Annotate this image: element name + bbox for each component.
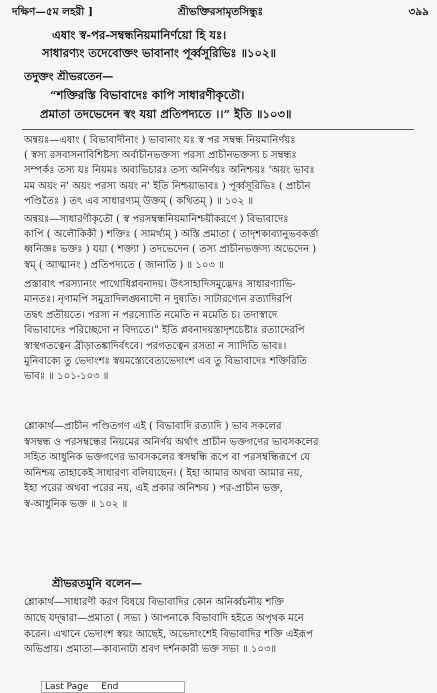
shlokartha-103-line: শ্লোকার্থ—সাধারণী করণ বিষয়ে বিভাবাদির কোন অনির্ব্বচনীয় শক্তি (24, 597, 284, 608)
shlokartha-102-line: সহিত আধুনিক ভক্তগণের ভাবসকলের স্বসম্বন্ধি রূপে বা পরসম্বন্ধিরূপে যে (24, 452, 310, 464)
anvaya-103-line: কাপি ( অলৌকিকী ) শক্তিঃ ( সামর্থ্যম্ ) অস্তি প্রমাতা ( তাদৃশকাব্যানুভবকর্ত্তা (24, 229, 319, 241)
anvaya-102-line: পণ্ডিতৈঃ ) তৎ এব সাধারণ্যম্ উক্তম্ ( কথিতম্ ) ॥ ১০২ ॥ (24, 195, 254, 207)
commentary-line: প্রস্তাবাৎ পরস্যান্যং পাথোধিপ্লবনাদয়। উৎসাহাদিসমুদ্ভেদঃ সাধারণ্যাভি- (24, 279, 296, 290)
commentary-line: বিভাবাদেঃ পরিচ্ছেদো ন বিদ্যতে।” ইতি প্লবনাদয়স্তাদৃশচেষ্টাঃ রত্যাদেরপি (24, 325, 305, 337)
anvaya-103-line: স্বম্ ( আত্মানং ) প্রতিপদ্যতে ( জানাতি ) ॥ ১০৩ ॥ (24, 259, 224, 271)
anvaya-102-line: অন্বয়ঃ—এষাং ( বিভাবাদীনাং ) ভাবানাং যঃ স্ব পর সম্বন্ধ নিয়মানির্ণয়ঃ (24, 135, 296, 146)
shlokartha-102-line: স্ব-আধুনিক ভক্ত ॥ ১০২ ॥ (24, 499, 128, 510)
shlokartha-103-line: আছে যদ্দ্বারা—প্রমাতা ( সভ্য ) আপনাকে বিভাবাদি হইতে অপৃথক মনে (24, 612, 304, 624)
shlokartha-103-line: অভিপ্রায়। প্রমাতা—কাব্যনাট্য শ্রবণ দর্শনকারী ভক্ত সভ্য ॥ ১০৩॥ (24, 644, 277, 656)
commentary-line: তদ্বৎ প্রতীয়তে। পরস্য ন পরস্যোতি নমেতি ন মমেতি চ। তদাস্বাদে (24, 309, 278, 321)
end-link[interactable]: End (101, 682, 119, 692)
anvaya-102-line: ( স্বস্য রসবাসনাবিশিষ্টস্য অর্বাচীনভক্তস্য পরস্য প্রাচীনভক্তস্য চ সম্বন্ধঃ (24, 150, 297, 162)
commentary-line: মানতঃ। নৃণামপি সমুদ্রাদিলঙ্ঘনাদৌ ন দুষ্যতি। সাটারণ্যেন রত্যাদিরপি (24, 294, 292, 306)
verse-103-line-2: প্রমাতা তদভেদেন স্বং যয়া প্রতিপদ্যতে ।।” ইতি ॥১০৩॥ (40, 107, 292, 121)
verse-102-line-2: সাধারণ্যং তদেবোক্তং ভাবানাং পূর্ব্বসূরিভিঃ ॥১০২॥ (42, 46, 276, 60)
shlokartha-102-line: শ্লোকার্থ—প্রাচীন পণ্ডিতগণ এই ( বিভাবাদি রত্যাদি ) ভাব সকলের (24, 421, 282, 432)
commentary-line: স্বাস্থগতত্বেন ব্রীড়াতঙ্কাদির্বৎবে। পরগতত্বেন রসতা ন স্যাদিতি ভাবঃ। (24, 340, 287, 352)
shlokartha-102-line: স্বসম্বন্ধ ও পরসম্বন্ধের নিয়মের অনির্ণয় অর্থাৎ প্রাচীন ভক্তগণের ভাবসকলের (24, 436, 319, 448)
last-page-link[interactable]: Last Page (45, 682, 89, 692)
header-chapter: দক্ষিণ—৫ম লহরী ] (12, 5, 93, 18)
header-book-title: শ্রীভক্তিরসামৃতসিন্ধুঃ (177, 5, 264, 18)
shlokartha-102-line: ইহা পরের অথবা পরের নয়, এই প্রকার অনিশ্চয় ) পর-প্রাচীন ভক্ত, (24, 483, 283, 495)
anvaya-102-line: সম্পর্কঃ তস্য যঃ নিয়মঃ অব্যভিচারঃ তস্য অনির্ণয়ঃ অনিশ্চয়ঃ 'অয়ং ভাবঃ (24, 165, 315, 177)
page-number: ৩৯৯ (408, 5, 429, 18)
anvaya-102-line: মম অয়ং ন' অয়ং পরস্য অয়ং ন' ইতি নিশ্চয়াভাবঃ ) পূর্ব্বসূরিভিঃ ( প্রাচীন (24, 180, 311, 192)
shlokartha-102-line: অনিশ্চয় তাহাকেই সাধারণ্য বলিয়াছেন। ( ইহা আমার অথবা আমার নয়, (24, 467, 303, 479)
verse-103-line-1: “শক্তিরস্তি বিভাবাদেঃ কাপি সাধারণীকৃতৌ। (50, 88, 245, 102)
verse-102-line-1: এষাং স্ব-পর-সম্বন্ধনিয়মানির্ণয়ো হি যঃ। (52, 28, 227, 42)
shlokartha-103-line: করেন। এখানে ভেদাংশ স্বয়ং আছেই, অভেদাংশেই বিভাবাদির শক্তি এইরূপ (24, 628, 313, 640)
page-header (12, 5, 429, 21)
page-navigation-bar (41, 681, 185, 693)
intro-103: তদুক্তং শ্রীভরতেন— (24, 70, 114, 83)
anvaya-103-line: অন্বয়ঃ—সাধারণীকৃতৌ ( স্ব পরসম্বন্ধনিয়মানিশ্চয়ীকরণে ) বিভাবাদেঃ (24, 214, 289, 225)
anvaya-103-line: ধ্বনিজ্ঞঃ ভক্তঃ ) যয়া ( শক্ত্যা ) তদভেদেন ( তস্য প্রাচীনভক্তস্য অভেদেন ) (24, 244, 317, 256)
commentary-line: ভাবঃ ॥ ১০১-১০৩ ॥ (24, 371, 109, 383)
commentary-line: মুনিবাক্যে তু ভেদাংশঃ স্বয়মস্ত্যেবেত্যভেদাংশ এব তু বিভাবাদেঃ শক্তিরিতি (24, 356, 307, 367)
intro-muni: শ্রীভরতমুনি বলেন— (52, 577, 142, 590)
section-divider (22, 129, 414, 130)
